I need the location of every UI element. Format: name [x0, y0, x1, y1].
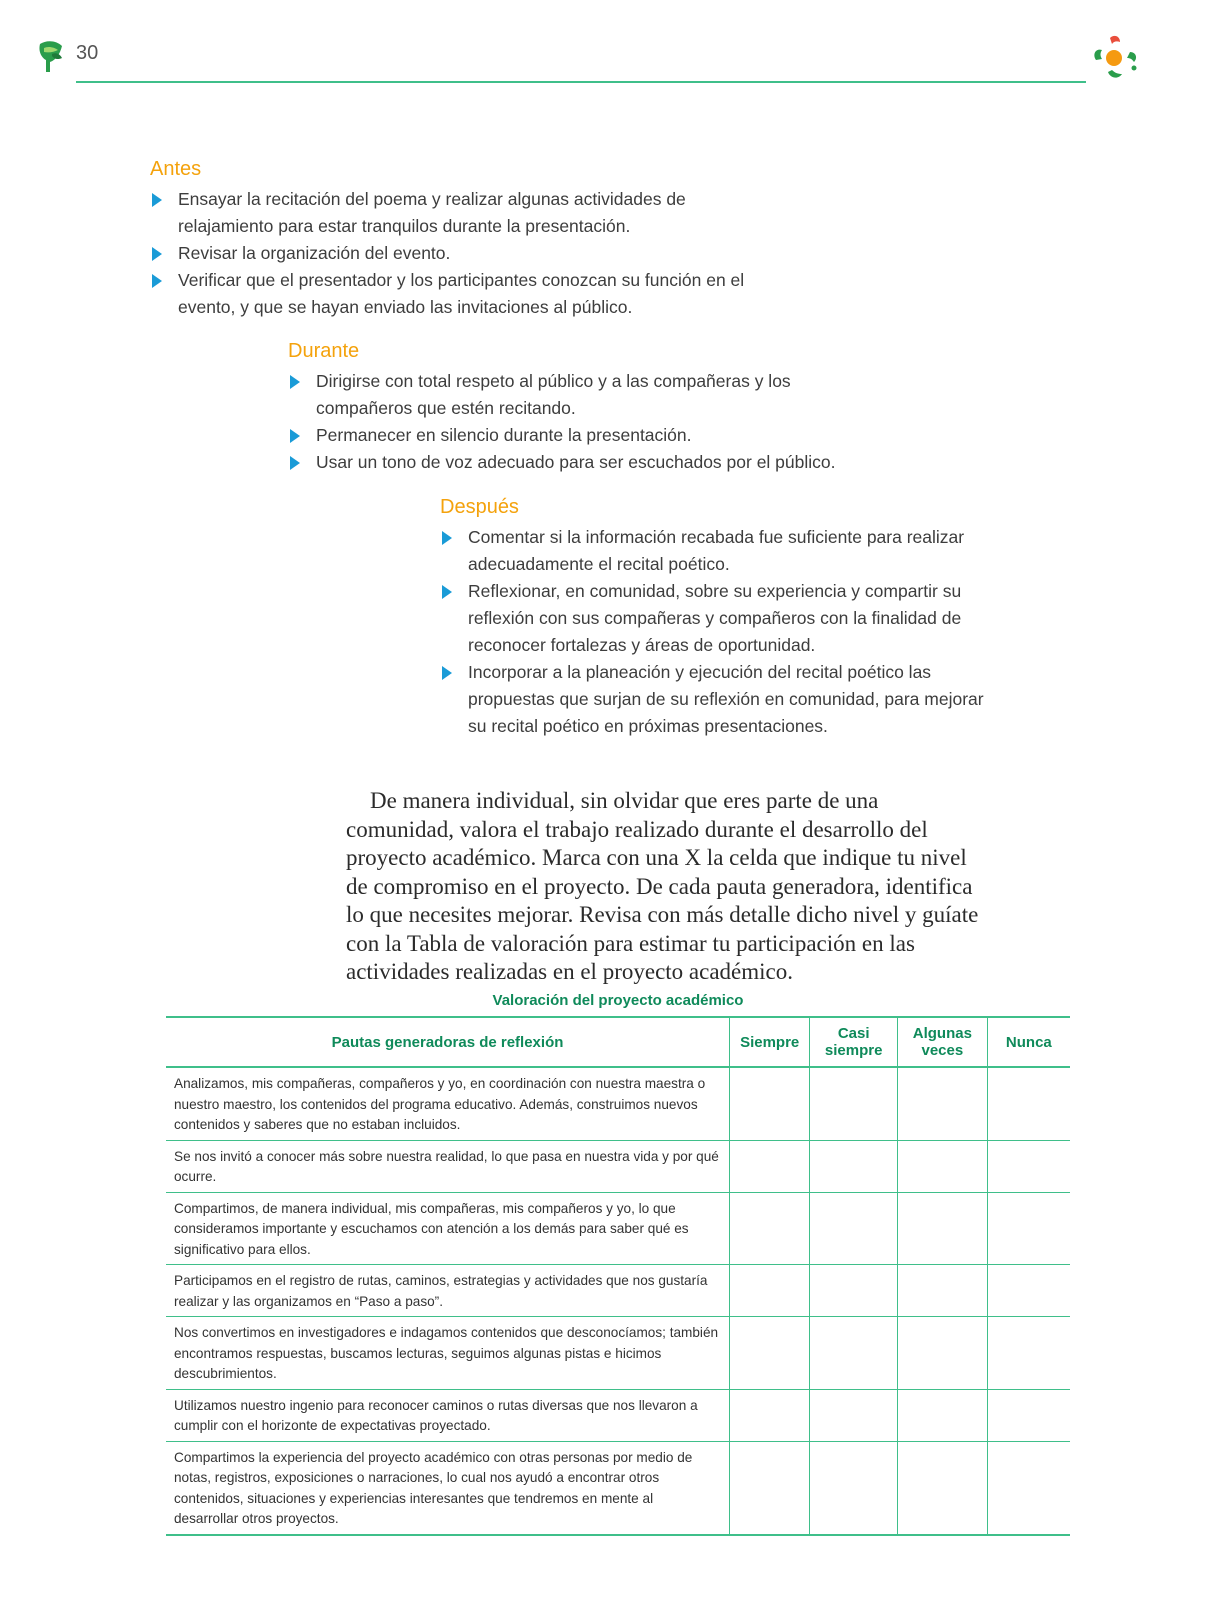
bullet-arrow-icon	[152, 274, 162, 288]
instructions-paragraph: De manera individual, sin olvidar que eres parte de una comunidad, valora el trabajo realizado durante el desarrollo del proyecto académico. Marca con una X la celda que indique tu nivel de compromiso en el proyecto. De cada pauta generadora, identifica lo que necesites mejorar. Revisa con más detalle dicho nivel y guíate con la Tabla de valoración para estimar tu participación en las actividades realizadas en el proyecto académico.	[346, 788, 979, 984]
item-text: Usar un tono de voz adecuado para ser escuchados por el público.	[316, 452, 836, 472]
table-row	[166, 1192, 1070, 1265]
table-row	[166, 1140, 1070, 1192]
bullet-arrow-icon	[442, 585, 452, 599]
header-nunca: Nunca	[987, 1017, 1070, 1067]
list-item	[288, 422, 888, 449]
flower-logo-icon	[1090, 32, 1140, 86]
list-item	[440, 524, 1000, 578]
list-item	[150, 240, 770, 267]
item-text: Reflexionar, en comunidad, sobre su experiencia y compartir su reflexión con sus compañeras y compañeros con la finalidad de reconocer fortalezas y áreas de oportunidad.	[468, 581, 962, 655]
list-item	[440, 659, 1000, 740]
siempre-cell[interactable]	[730, 1389, 810, 1441]
nunca-cell[interactable]	[987, 1441, 1070, 1535]
casi-siempre-cell[interactable]	[810, 1140, 898, 1192]
bullet-arrow-icon	[152, 247, 162, 261]
table-header-row	[166, 1017, 1070, 1067]
bullet-arrow-icon	[290, 375, 300, 389]
algunas-veces-cell[interactable]	[898, 1192, 988, 1265]
bullet-arrow-icon	[442, 666, 452, 680]
casi-siempre-cell[interactable]	[810, 1317, 898, 1390]
pauta-cell: Compartimos la experiencia del proyecto académico con otras personas por medio de notas, registros, exposiciones o narraciones, lo cual nos ayudó a encontrar otros contenidos, situaciones y experiencias interesantes que tendremos en mente al desarrollar otros proyectos.	[166, 1441, 730, 1535]
bullet-arrow-icon	[152, 193, 162, 207]
pauta-cell: Participamos en el registro de rutas, caminos, estrategias y actividades que nos gustaría realizar y las organizamos en “Paso a paso”.	[166, 1265, 730, 1317]
item-text: Verificar que el presentador y los participantes conozcan su función en el evento, y que se hayan enviado las invitaciones al público.	[178, 270, 745, 317]
section-title-despues: Después	[440, 496, 519, 518]
algunas-veces-cell[interactable]	[898, 1140, 988, 1192]
siempre-cell[interactable]	[730, 1192, 810, 1265]
item-text: Ensayar la recitación del poema y realizar algunas actividades de relajamiento para estar tranquilos durante la presentación.	[178, 189, 686, 236]
algunas-veces-cell[interactable]	[898, 1265, 988, 1317]
siempre-cell[interactable]	[730, 1067, 810, 1140]
table-row	[166, 1265, 1070, 1317]
algunas-veces-cell[interactable]	[898, 1389, 988, 1441]
bullet-arrow-icon	[442, 531, 452, 545]
table-row	[166, 1389, 1070, 1441]
header-rule	[76, 81, 1086, 83]
leaf-logo-icon	[36, 38, 66, 74]
table-row	[166, 1067, 1070, 1140]
pauta-cell: Utilizamos nuestro ingenio para reconocer caminos o rutas diversas que nos llevaron a cumplir con el horizonte de expectativas proyectado.	[166, 1389, 730, 1441]
nunca-cell[interactable]	[987, 1317, 1070, 1390]
item-text: Comentar si la información recabada fue suficiente para realizar adecuadamente el recital poético.	[468, 527, 965, 574]
casi-siempre-cell[interactable]	[810, 1265, 898, 1317]
header-algunas-veces: Algunas veces	[898, 1017, 988, 1067]
list-item	[150, 267, 770, 321]
header-casi-siempre: Casi siempre	[810, 1017, 898, 1067]
table-title: Valoración del proyecto académico	[492, 992, 744, 1009]
section-title-antes: Antes	[150, 158, 202, 180]
pauta-cell: Analizamos, mis compañeras, compañeros y yo, en coordinación con nuestra maestra o nuestro maestro, los contenidos del programa educativo. Además, construimos nuevos contenidos y saberes que no estaban incluidos.	[166, 1067, 730, 1140]
siempre-cell[interactable]	[730, 1140, 810, 1192]
siempre-cell[interactable]	[730, 1265, 810, 1317]
list-item	[440, 578, 1000, 659]
item-text: Permanecer en silencio durante la presentación.	[316, 425, 692, 445]
list-item	[150, 186, 770, 240]
bullet-arrow-icon	[290, 456, 300, 470]
section-antes	[150, 158, 770, 321]
nunca-cell[interactable]	[987, 1389, 1070, 1441]
section-durante	[288, 340, 888, 476]
item-text: Dirigirse con total respeto al público y a las compañeras y los compañeros que estén recitando.	[316, 371, 791, 418]
casi-siempre-cell[interactable]	[810, 1389, 898, 1441]
pauta-cell: Compartimos, de manera individual, mis compañeras, mis compañeros y yo, lo que consideramos importante y escuchamos con atención a los demás para saber qué es significativo para ellos.	[166, 1192, 730, 1265]
valoracion-table	[166, 1016, 1070, 1536]
bullet-arrow-icon	[290, 429, 300, 443]
section-title-durante: Durante	[288, 340, 360, 362]
nunca-cell[interactable]	[987, 1192, 1070, 1265]
nunca-cell[interactable]	[987, 1067, 1070, 1140]
siempre-cell[interactable]	[730, 1441, 810, 1535]
algunas-veces-cell[interactable]	[898, 1067, 988, 1140]
casi-siempre-cell[interactable]	[810, 1067, 898, 1140]
header-pautas: Pautas generadoras de reflexión	[166, 1017, 730, 1067]
item-text: Incorporar a la planeación y ejecución del recital poético las propuestas que surjan de su reflexión en comunidad, para mejorar su recital poético en próximas presentaciones.	[468, 662, 984, 736]
siempre-cell[interactable]	[730, 1317, 810, 1390]
nunca-cell[interactable]	[987, 1265, 1070, 1317]
table-row	[166, 1317, 1070, 1390]
header-siempre: Siempre	[730, 1017, 810, 1067]
section-despues	[440, 496, 1000, 740]
casi-siempre-cell[interactable]	[810, 1441, 898, 1535]
nunca-cell[interactable]	[987, 1140, 1070, 1192]
algunas-veces-cell[interactable]	[898, 1317, 988, 1390]
list-item	[288, 449, 888, 476]
page-header	[0, 0, 1214, 90]
table-row	[166, 1441, 1070, 1535]
algunas-veces-cell[interactable]	[898, 1441, 988, 1535]
list-item	[288, 368, 888, 422]
pauta-cell: Se nos invitó a conocer más sobre nuestra realidad, lo que pasa en nuestra vida y por qué ocurre.	[166, 1140, 730, 1192]
page-number: 30	[76, 42, 99, 64]
casi-siempre-cell[interactable]	[810, 1192, 898, 1265]
item-text: Revisar la organización del evento.	[178, 243, 451, 263]
pauta-cell: Nos convertimos en investigadores e indagamos contenidos que desconocíamos; también encontramos respuestas, buscamos lecturas, seguimos algunas pistas e hicimos descubrimientos.	[166, 1317, 730, 1390]
